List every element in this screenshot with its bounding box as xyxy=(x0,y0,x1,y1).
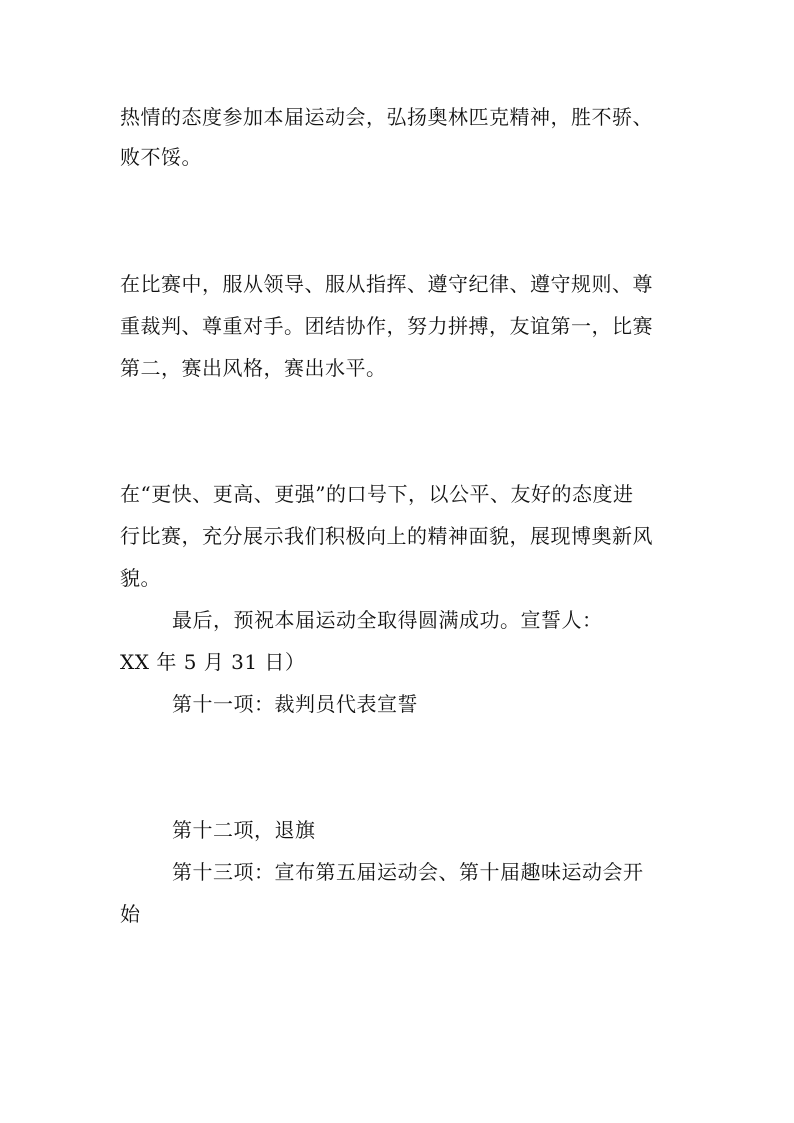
date-line: XX 年 5 月 31 日） xyxy=(120,650,306,674)
paragraph-3-line-1: 在“更快、更高、更强”的口号下，以公平、友好的态度进 xyxy=(120,482,634,506)
paragraph-1-line-1: 热情的态度参加本届运动会，弘扬奥林匹克精神，胜不骄、 xyxy=(120,105,653,129)
paragraph-1-line-2: 败不馁。 xyxy=(120,145,202,169)
item-12-line: 第十二项，退旗 xyxy=(172,818,316,842)
paragraph-3-line-3: 貌。 xyxy=(120,566,161,590)
item-11-line: 第十一项：裁判员代表宣誓 xyxy=(172,692,418,716)
item-13-line-2: 始 xyxy=(120,902,141,926)
closing-wish-line: 最后，预祝本届运动全取得圆满成功。宣誓人： xyxy=(172,608,603,632)
item-13-line-1: 第十三项：宣布第五届运动会、第十届趣味运动会开 xyxy=(172,860,644,884)
paragraph-3-line-2: 行比赛，充分展示我们积极向上的精神面貌，展现博奥新风 xyxy=(120,524,653,548)
paragraph-2-line-3: 第二，赛出风格，赛出水平。 xyxy=(120,356,387,380)
paragraph-2-line-1: 在比赛中，服从领导、服从指挥、遵守纪律、遵守规则、尊 xyxy=(120,272,653,296)
paragraph-2-line-2: 重裁判、尊重对手。团结协作，努力拼搏，友谊第一，比赛 xyxy=(120,314,653,338)
